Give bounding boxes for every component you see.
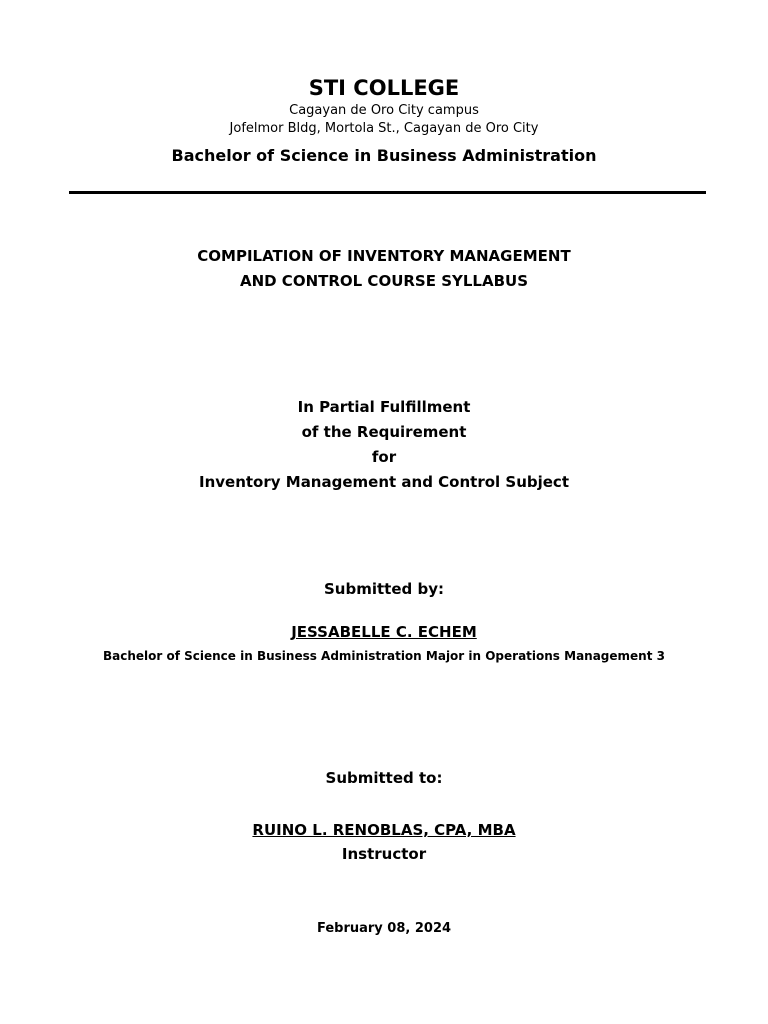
student-name: JESSABELLE C. ECHEM — [291, 623, 477, 641]
fulfillment-line-3: for — [371, 448, 397, 466]
fulfillment-line-2: of the Requirement — [301, 423, 467, 441]
student-program: Bachelor of Science in Business Administration Major in Operations Management 3 — [103, 649, 665, 663]
campus-address: Jofelmor Bldg, Mortola St., Cagayan de Oro City — [229, 121, 539, 136]
instructor-title: Instructor — [341, 845, 427, 863]
submission-date: February 08, 2024 — [316, 921, 452, 936]
degree-program: Bachelor of Science in Business Administration — [171, 146, 597, 165]
fulfillment-line-1: In Partial Fulfillment — [297, 398, 471, 416]
document-title-line-2: AND CONTROL COURSE SYLLABUS — [239, 272, 529, 290]
fulfillment-line-4: Inventory Management and Control Subject — [199, 473, 569, 491]
college-name: STI COLLEGE — [308, 76, 460, 100]
instructor-name: RUINO L. RENOBLAS, CPA, MBA — [252, 821, 516, 839]
header-divider — [69, 191, 706, 194]
campus-name: Cagayan de Oro City campus — [289, 103, 479, 118]
submitted-to-label: Submitted to: — [325, 769, 443, 787]
document-title-line-1: COMPILATION OF INVENTORY MANAGEMENT — [197, 247, 571, 265]
submitted-by-label: Submitted by: — [324, 580, 444, 598]
